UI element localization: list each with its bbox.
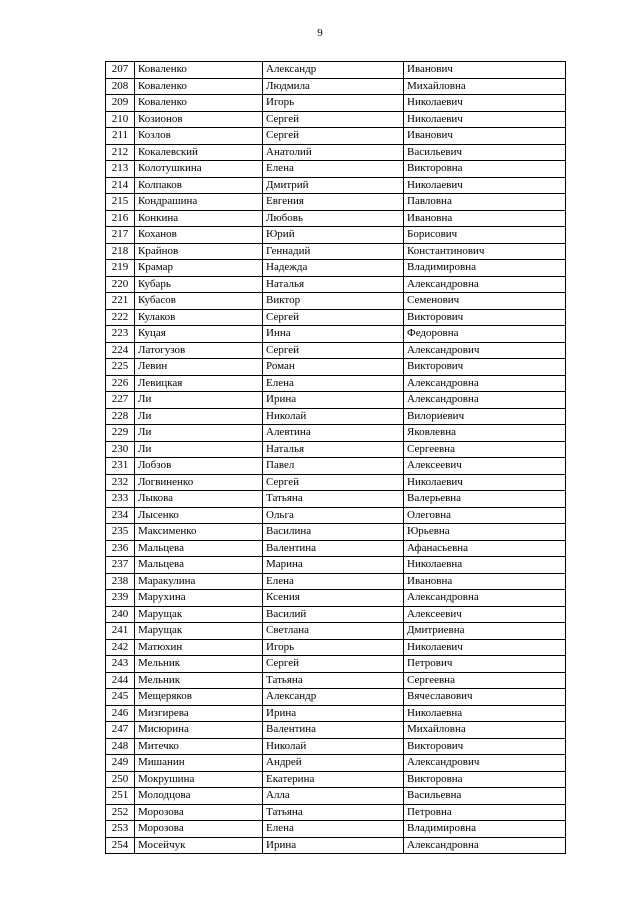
table-row [106,557,566,574]
first-name-cell: Татьяна [263,804,404,821]
row-number-cell: 225 [106,359,135,376]
row-number-cell: 245 [106,689,135,706]
first-name-cell: Сергей [263,342,404,359]
first-name-cell: Павел [263,458,404,475]
first-name-cell: Сергей [263,656,404,673]
first-name-cell: Николай [263,408,404,425]
patronymic-cell: Петрович [404,656,566,673]
table-row [106,623,566,640]
table-row [106,309,566,326]
last-name-cell: Крамар [135,260,263,277]
row-number-cell: 241 [106,623,135,640]
table-row [106,342,566,359]
row-number-cell: 207 [106,62,135,79]
last-name-cell: Левин [135,359,263,376]
first-name-cell: Валентина [263,540,404,557]
table-row [106,491,566,508]
table-row [106,408,566,425]
table-row [106,227,566,244]
patronymic-cell: Александрович [404,755,566,772]
last-name-cell: Коваленко [135,62,263,79]
last-name-cell: Мокрушина [135,771,263,788]
table-row [106,177,566,194]
table-row [106,573,566,590]
row-number-cell: 220 [106,276,135,293]
table-row [106,590,566,607]
last-name-cell: Ли [135,441,263,458]
table-row [106,194,566,211]
last-name-cell: Мальцева [135,557,263,574]
row-number-cell: 223 [106,326,135,343]
last-name-cell: Мельник [135,656,263,673]
last-name-cell: Кулаков [135,309,263,326]
first-name-cell: Виктор [263,293,404,310]
table-row [106,722,566,739]
patronymic-cell: Александровна [404,392,566,409]
table-row [106,821,566,838]
first-name-cell: Татьяна [263,491,404,508]
table-row [106,458,566,475]
table-row [106,161,566,178]
last-name-cell: Коваленко [135,95,263,112]
row-number-cell: 246 [106,705,135,722]
last-name-cell: Мизгирева [135,705,263,722]
last-name-cell: Максименко [135,524,263,541]
last-name-cell: Колотушкина [135,161,263,178]
row-number-cell: 235 [106,524,135,541]
table-row [106,441,566,458]
patronymic-cell: Александрович [404,342,566,359]
first-name-cell: Юрий [263,227,404,244]
table-row [106,210,566,227]
names-table [105,61,566,854]
table-row [106,738,566,755]
table-row [106,606,566,623]
table-row [106,144,566,161]
row-number-cell: 232 [106,474,135,491]
table-row [106,326,566,343]
row-number-cell: 218 [106,243,135,260]
table-row [106,540,566,557]
table-row [106,128,566,145]
row-number-cell: 238 [106,573,135,590]
first-name-cell: Светлана [263,623,404,640]
patronymic-cell: Александровна [404,375,566,392]
patronymic-cell: Михайловна [404,78,566,95]
last-name-cell: Кубарь [135,276,263,293]
patronymic-cell: Сергеевна [404,672,566,689]
row-number-cell: 250 [106,771,135,788]
last-name-cell: Ли [135,408,263,425]
row-number-cell: 212 [106,144,135,161]
table-row [106,375,566,392]
table-row [106,78,566,95]
table-row [106,359,566,376]
patronymic-cell: Афанасьевна [404,540,566,557]
first-name-cell: Роман [263,359,404,376]
first-name-cell: Геннадий [263,243,404,260]
last-name-cell: Коваленко [135,78,263,95]
row-number-cell: 247 [106,722,135,739]
row-number-cell: 226 [106,375,135,392]
first-name-cell: Евгения [263,194,404,211]
first-name-cell: Екатерина [263,771,404,788]
last-name-cell: Мишанин [135,755,263,772]
last-name-cell: Ли [135,392,263,409]
patronymic-cell: Вячеславович [404,689,566,706]
patronymic-cell: Викторовна [404,161,566,178]
patronymic-cell: Алексеевич [404,458,566,475]
first-name-cell: Ирина [263,837,404,854]
first-name-cell: Игорь [263,639,404,656]
row-number-cell: 209 [106,95,135,112]
row-number-cell: 244 [106,672,135,689]
patronymic-cell: Константинович [404,243,566,260]
patronymic-cell: Иванович [404,128,566,145]
row-number-cell: 239 [106,590,135,607]
last-name-cell: Кокалевский [135,144,263,161]
row-number-cell: 234 [106,507,135,524]
patronymic-cell: Михайловна [404,722,566,739]
table-row [106,524,566,541]
patronymic-cell: Александровна [404,590,566,607]
table-row [106,95,566,112]
last-name-cell: Конкина [135,210,263,227]
row-number-cell: 228 [106,408,135,425]
patronymic-cell: Федоровна [404,326,566,343]
row-number-cell: 236 [106,540,135,557]
last-name-cell: Лыкова [135,491,263,508]
table-row [106,689,566,706]
table-row [106,276,566,293]
last-name-cell: Куцая [135,326,263,343]
first-name-cell: Инна [263,326,404,343]
first-name-cell: Елена [263,375,404,392]
last-name-cell: Марухина [135,590,263,607]
table-row [106,425,566,442]
patronymic-cell: Борисович [404,227,566,244]
first-name-cell: Сергей [263,128,404,145]
table-row [106,771,566,788]
table-row [106,639,566,656]
first-name-cell: Василий [263,606,404,623]
patronymic-cell: Николаевич [404,95,566,112]
row-number-cell: 213 [106,161,135,178]
last-name-cell: Морозова [135,804,263,821]
first-name-cell: Сергей [263,309,404,326]
first-name-cell: Ксения [263,590,404,607]
first-name-cell: Ирина [263,392,404,409]
table-row [106,705,566,722]
first-name-cell: Алла [263,788,404,805]
patronymic-cell: Ивановна [404,573,566,590]
row-number-cell: 237 [106,557,135,574]
first-name-cell: Василина [263,524,404,541]
last-name-cell: Лысенко [135,507,263,524]
last-name-cell: Митечко [135,738,263,755]
row-number-cell: 224 [106,342,135,359]
last-name-cell: Левицкая [135,375,263,392]
patronymic-cell: Александровна [404,837,566,854]
table-row [106,672,566,689]
patronymic-cell: Павловна [404,194,566,211]
patronymic-cell: Владимировна [404,260,566,277]
table-row [106,788,566,805]
patronymic-cell: Сергеевна [404,441,566,458]
row-number-cell: 231 [106,458,135,475]
table-row [106,755,566,772]
first-name-cell: Николай [263,738,404,755]
patronymic-cell: Семенович [404,293,566,310]
table-row [106,293,566,310]
row-number-cell: 254 [106,837,135,854]
row-number-cell: 242 [106,639,135,656]
last-name-cell: Матюхин [135,639,263,656]
row-number-cell: 215 [106,194,135,211]
table-row [106,243,566,260]
last-name-cell: Кубасов [135,293,263,310]
first-name-cell: Алевтина [263,425,404,442]
patronymic-cell: Викторович [404,738,566,755]
last-name-cell: Маракулина [135,573,263,590]
patronymic-cell: Николаевич [404,111,566,128]
last-name-cell: Мальцева [135,540,263,557]
first-name-cell: Ирина [263,705,404,722]
row-number-cell: 216 [106,210,135,227]
patronymic-cell: Юрьевна [404,524,566,541]
patronymic-cell: Иванович [404,62,566,79]
table-row [106,474,566,491]
first-name-cell: Дмитрий [263,177,404,194]
patronymic-cell: Викторовна [404,771,566,788]
row-number-cell: 229 [106,425,135,442]
patronymic-cell: Васильевич [404,144,566,161]
first-name-cell: Александр [263,689,404,706]
last-name-cell: Логвиненко [135,474,263,491]
first-name-cell: Елена [263,821,404,838]
patronymic-cell: Александровна [404,276,566,293]
first-name-cell: Сергей [263,111,404,128]
row-number-cell: 221 [106,293,135,310]
first-name-cell: Любовь [263,210,404,227]
row-number-cell: 249 [106,755,135,772]
patronymic-cell: Дмитриевна [404,623,566,640]
row-number-cell: 230 [106,441,135,458]
patronymic-cell: Николаевич [404,177,566,194]
last-name-cell: Коханов [135,227,263,244]
row-number-cell: 214 [106,177,135,194]
first-name-cell: Елена [263,573,404,590]
last-name-cell: Морозова [135,821,263,838]
last-name-cell: Лобзов [135,458,263,475]
row-number-cell: 219 [106,260,135,277]
first-name-cell: Людмила [263,78,404,95]
last-name-cell: Марущак [135,606,263,623]
names-table-body [106,62,566,854]
patronymic-cell: Николаевна [404,705,566,722]
table-row [106,507,566,524]
patronymic-cell: Николаевич [404,639,566,656]
first-name-cell: Надежда [263,260,404,277]
row-number-cell: 253 [106,821,135,838]
patronymic-cell: Ивановна [404,210,566,227]
patronymic-cell: Владимировна [404,821,566,838]
first-name-cell: Елена [263,161,404,178]
first-name-cell: Марина [263,557,404,574]
row-number-cell: 227 [106,392,135,409]
last-name-cell: Козлов [135,128,263,145]
page-number: 9 [317,27,323,39]
last-name-cell: Ли [135,425,263,442]
first-name-cell: Анатолий [263,144,404,161]
patronymic-cell: Викторович [404,309,566,326]
patronymic-cell: Вилориевич [404,408,566,425]
patronymic-cell: Викторович [404,359,566,376]
first-name-cell: Татьяна [263,672,404,689]
patronymic-cell: Яковлевна [404,425,566,442]
first-name-cell: Андрей [263,755,404,772]
first-name-cell: Валентина [263,722,404,739]
last-name-cell: Кондрашина [135,194,263,211]
row-number-cell: 240 [106,606,135,623]
table-row [106,111,566,128]
row-number-cell: 211 [106,128,135,145]
patronymic-cell: Петровна [404,804,566,821]
patronymic-cell: Николаевна [404,557,566,574]
table-row [106,392,566,409]
first-name-cell: Ольга [263,507,404,524]
table-row [106,260,566,277]
first-name-cell: Наталья [263,441,404,458]
last-name-cell: Молодцова [135,788,263,805]
patronymic-cell: Олеговна [404,507,566,524]
last-name-cell: Мисюрина [135,722,263,739]
row-number-cell: 208 [106,78,135,95]
last-name-cell: Колпаков [135,177,263,194]
row-number-cell: 233 [106,491,135,508]
patronymic-cell: Алексеевич [404,606,566,623]
row-number-cell: 210 [106,111,135,128]
last-name-cell: Мосейчук [135,837,263,854]
row-number-cell: 217 [106,227,135,244]
first-name-cell: Игорь [263,95,404,112]
first-name-cell: Александр [263,62,404,79]
last-name-cell: Мещеряков [135,689,263,706]
first-name-cell: Наталья [263,276,404,293]
last-name-cell: Марущак [135,623,263,640]
patronymic-cell: Валерьевна [404,491,566,508]
table-row [106,656,566,673]
table-row [106,62,566,79]
row-number-cell: 251 [106,788,135,805]
first-name-cell: Сергей [263,474,404,491]
last-name-cell: Мельник [135,672,263,689]
row-number-cell: 222 [106,309,135,326]
last-name-cell: Козионов [135,111,263,128]
patronymic-cell: Николаевич [404,474,566,491]
table-row [106,837,566,854]
row-number-cell: 248 [106,738,135,755]
table-row [106,804,566,821]
row-number-cell: 252 [106,804,135,821]
last-name-cell: Латогузов [135,342,263,359]
row-number-cell: 243 [106,656,135,673]
last-name-cell: Крайнов [135,243,263,260]
patronymic-cell: Васильевна [404,788,566,805]
